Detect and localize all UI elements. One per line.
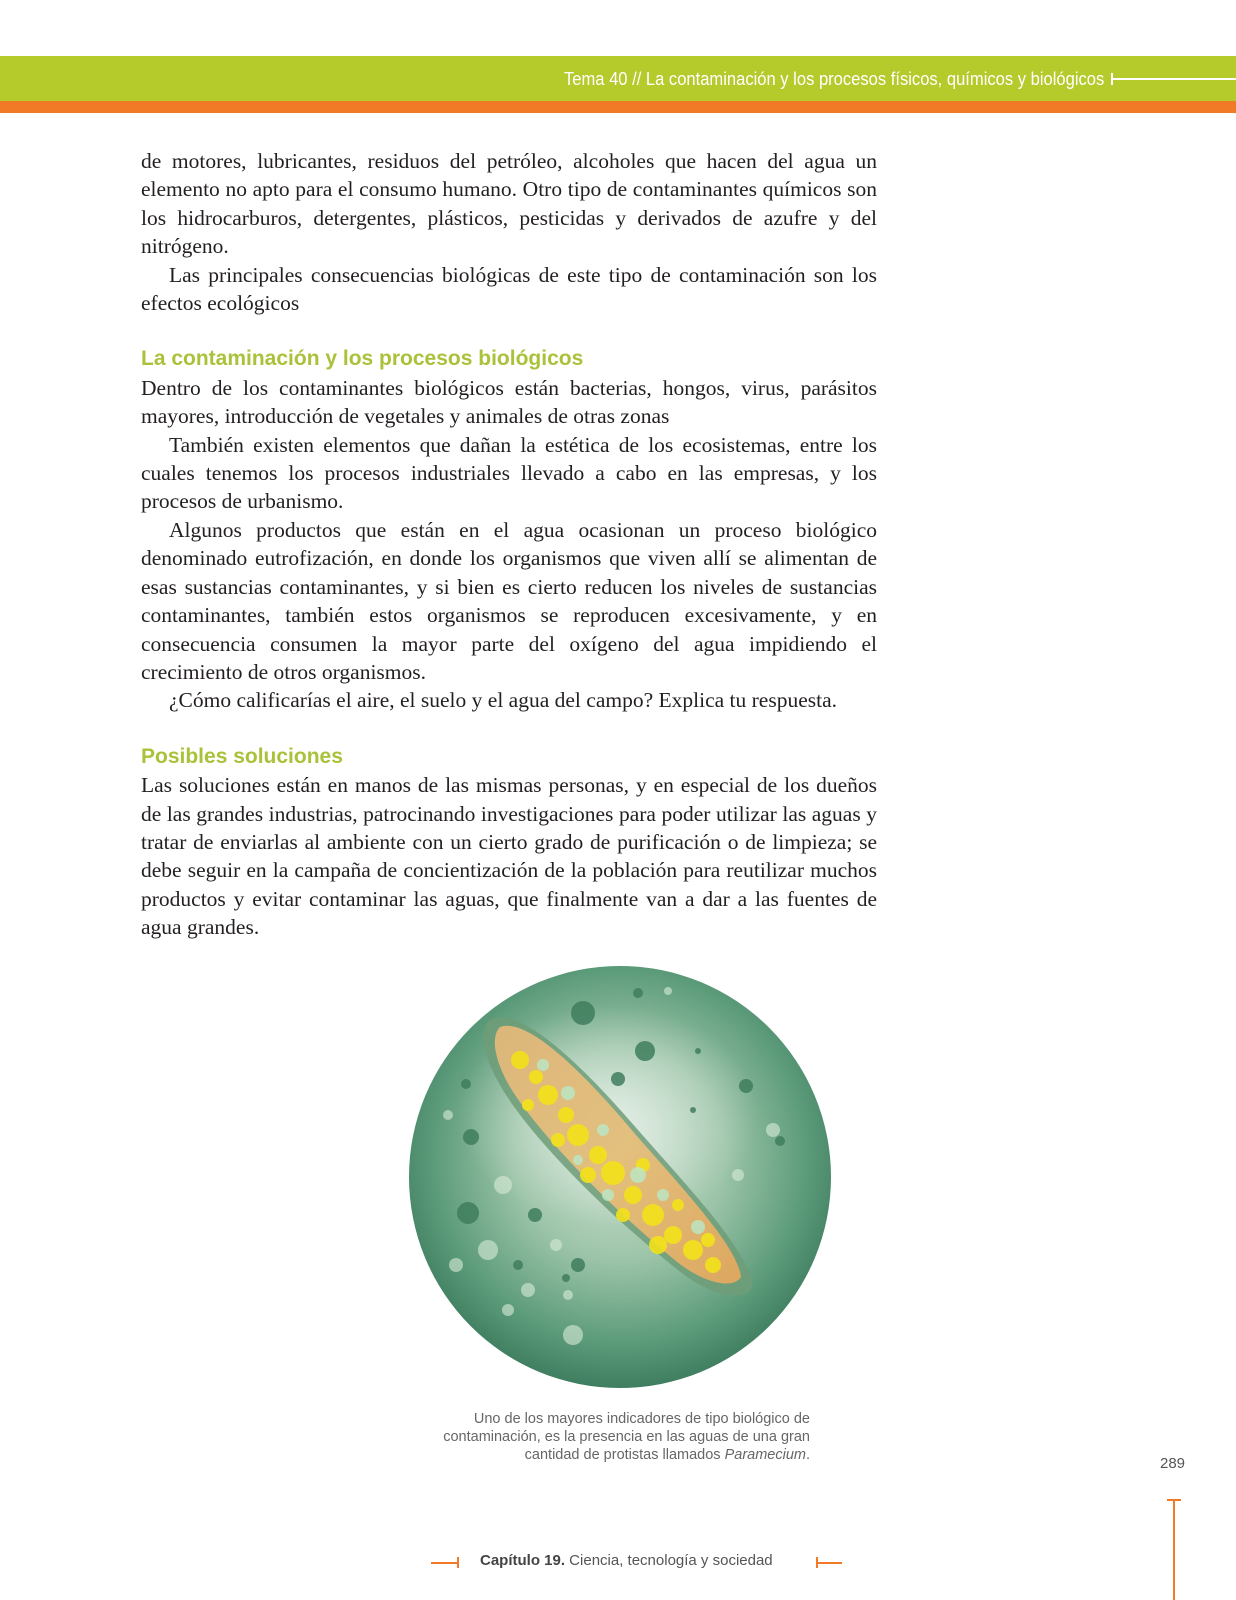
footer-chapter-title: Ciencia, tecnología y sociedad [565, 1552, 773, 1569]
header-rule [1111, 78, 1236, 80]
footer-rule-cap-left [457, 1557, 459, 1568]
paragraph: Las soluciones están en manos de las mismas personas, y en especial de los dueños de las grandes industrias, patrocinando investigaciones para poder utilizar las aguas y tratar de enviarlas al ambiente con un cierto grado de purificación o de limpieza; se debe seguir en la campaña de concientización de la población para reutilizar muchos productos y evitar contaminar las aguas, que finalmente van a dar a las fuentes de agua grandes. [141, 773, 877, 940]
section-heading: La contaminación y los procesos biológicos [141, 347, 584, 371]
paragraph: ¿Cómo calificarías el aire, el suelo y el agua del campo? Explica tu respuesta. [169, 688, 838, 713]
footer [0, 1552, 1236, 1572]
paragraph: Las principales consecuencias biológicas de este tipo de contaminación son los efectos ecológicos [141, 262, 877, 316]
side-rule [1173, 1500, 1175, 1600]
caption-end: . [805, 1447, 810, 1463]
main-text [141, 147, 877, 942]
caption-species-name: Paramecium [724, 1447, 806, 1463]
spacer [141, 715, 877, 743]
footer-chapter [480, 1552, 773, 1569]
page-number: 289 [1160, 1455, 1186, 1472]
header-accent-stripe [0, 101, 1236, 113]
paragraph: Dentro de los contaminantes biológicos están bacterias, hongos, virus, parásitos mayores, introducción de vegetales y animales de otras zonas [141, 375, 877, 429]
footer-chapter-label: Capítulo 19. [480, 1552, 566, 1569]
header-title: Tema 40 // La contaminación y los procesos físicos, químicos y biológicos [563, 69, 1104, 89]
paragraph: Algunos productos que están en el agua ocasionan un proceso biológico denominado eutrofización, en donde los organismos que viven allí se alimentan de esas sustancias contaminantes, y si bien es cierto reducen los niveles de sustancias contaminantes, también estos organismos se reproducen excesivamente, y en consecuencia consumen la mayor parte del oxígeno del agua impidiendo el crecimiento de otros organismos. [141, 517, 877, 684]
footer-rule-left [431, 1562, 459, 1564]
caption-text: Uno de los mayores indicadores de tipo biológico de contaminación, es la presencia en las aguas de una gran cantidad de protistas llamados [443, 1411, 810, 1463]
footer-rule-right [816, 1562, 842, 1564]
paramecium-illustration [408, 965, 832, 1389]
figure-caption [405, 1410, 810, 1464]
paragraph: de motores, lubricantes, residuos del petróleo, alcoholes que hacen del agua un elemento no apto para el consumo humano. Otro tipo de contaminantes químicos son los hidrocarburos, detergentes, plásticos, pesticidas y derivados de azufre y del nitrógeno. [141, 149, 877, 259]
paragraph: También existen elementos que dañan la estética de los ecosistemas, entre los cuales tenemos los procesos industriales llevado a cabo en las empresas, y los procesos de urbanismo. [141, 432, 877, 514]
spacer [141, 317, 877, 345]
section-heading: Posibles soluciones [141, 744, 343, 768]
